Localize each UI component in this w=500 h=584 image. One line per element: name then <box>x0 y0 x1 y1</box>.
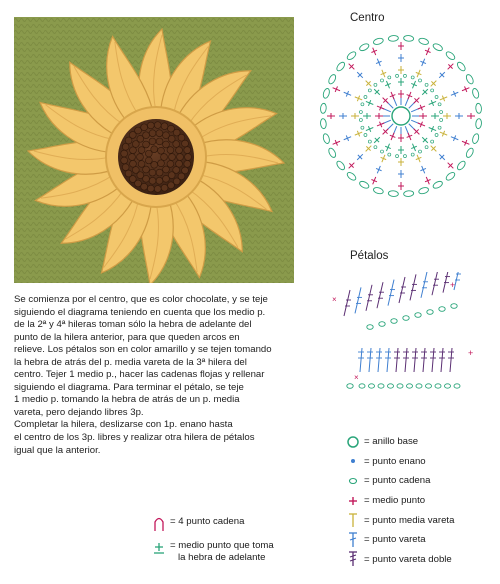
punto-vareta-icon <box>346 532 360 548</box>
legend-label: = medio punto <box>364 495 426 507</box>
centro-diagram <box>315 30 487 202</box>
instruction-line: punto de la hilera anterior, para que queden arcos en <box>14 331 240 343</box>
legend-label-line: = medio punto que toma <box>170 540 274 551</box>
petalos-diagram <box>330 272 480 397</box>
medio-punto-icon <box>346 493 360 509</box>
instruction-line: Completar la hilera, deslizarse con 1p. enano hasta <box>14 419 233 431</box>
legend-item <box>152 516 342 532</box>
legend-label: = punto media vareta <box>364 514 455 526</box>
punto-enano-icon <box>346 453 360 469</box>
punto-vareta-doble-icon <box>346 551 360 567</box>
instruction-line: 1 medio p. tomando la hebra de atrás de un p. media <box>14 394 240 406</box>
instruction-line: de la 2ª y 4ª hileras toman sólo la hebra de adelante del <box>14 319 252 331</box>
legend-label: = punto vareta <box>364 534 426 546</box>
petalos-title: Pétalos <box>350 250 389 262</box>
medio-punto-hebra-adelante-icon <box>152 540 166 556</box>
legend-label: = punto enano <box>364 455 426 467</box>
svg-text:×: × <box>354 373 359 382</box>
legend-item <box>346 491 496 511</box>
anillo-base-icon <box>346 434 360 450</box>
centro-title: Centro <box>350 12 385 24</box>
punto-media-vareta-icon <box>346 512 360 528</box>
legend-label: = punto cadena <box>364 475 431 487</box>
legend-label-line: = 4 punto cadena <box>170 516 245 527</box>
legend-item <box>346 452 496 472</box>
svg-text:+: + <box>450 280 456 290</box>
legend-item <box>152 540 342 564</box>
instruction-line: relieve. Los pétalos son en color amarillo y se tejen tomando <box>14 344 272 356</box>
legend-label <box>170 540 274 564</box>
legend-item <box>346 550 496 570</box>
legend-item <box>346 510 496 530</box>
symbol-legend <box>346 432 496 569</box>
instructions-text <box>14 294 304 457</box>
instruction-line: la hebra de atrás del p. media vareta de la 3ª hilera del <box>14 356 247 368</box>
legend-label <box>170 516 244 528</box>
instruction-line: siguiendo el diagrama. Para terminar el pétalo, se teje <box>14 381 244 393</box>
legend-label: = punto vareta doble <box>364 553 452 565</box>
punto-cadena-icon <box>346 473 360 489</box>
instruction-line: Se comienza por el centro, que es color chocolate, y se teje <box>14 294 268 305</box>
legend-label: = anillo base <box>364 436 419 448</box>
instruction-line: el centro de los 3p. libres y realizar otra hilera de pétalos <box>14 432 255 444</box>
cuatro-punto-cadena-icon <box>152 516 166 532</box>
svg-text:×: × <box>332 295 337 304</box>
crochet-sunflower-photo <box>14 17 294 283</box>
symbol-legend-bottom <box>152 516 342 564</box>
svg-text:+: + <box>468 348 474 358</box>
legend-item <box>346 530 496 550</box>
legend-label-line: la hebra de adelante <box>178 552 266 563</box>
instruction-line: vareta, pero dejando libres 3p. <box>14 406 144 418</box>
instruction-line: igual que la anterior. <box>14 444 101 456</box>
legend-item <box>346 432 496 452</box>
instruction-line: siguiendo el diagrama teniendo en cuenta que los medio p. <box>14 306 266 318</box>
instruction-line: centro. Tejer 1 medio p., hacer las cadenas flojas y rellenar <box>14 369 265 381</box>
legend-item <box>346 471 496 491</box>
